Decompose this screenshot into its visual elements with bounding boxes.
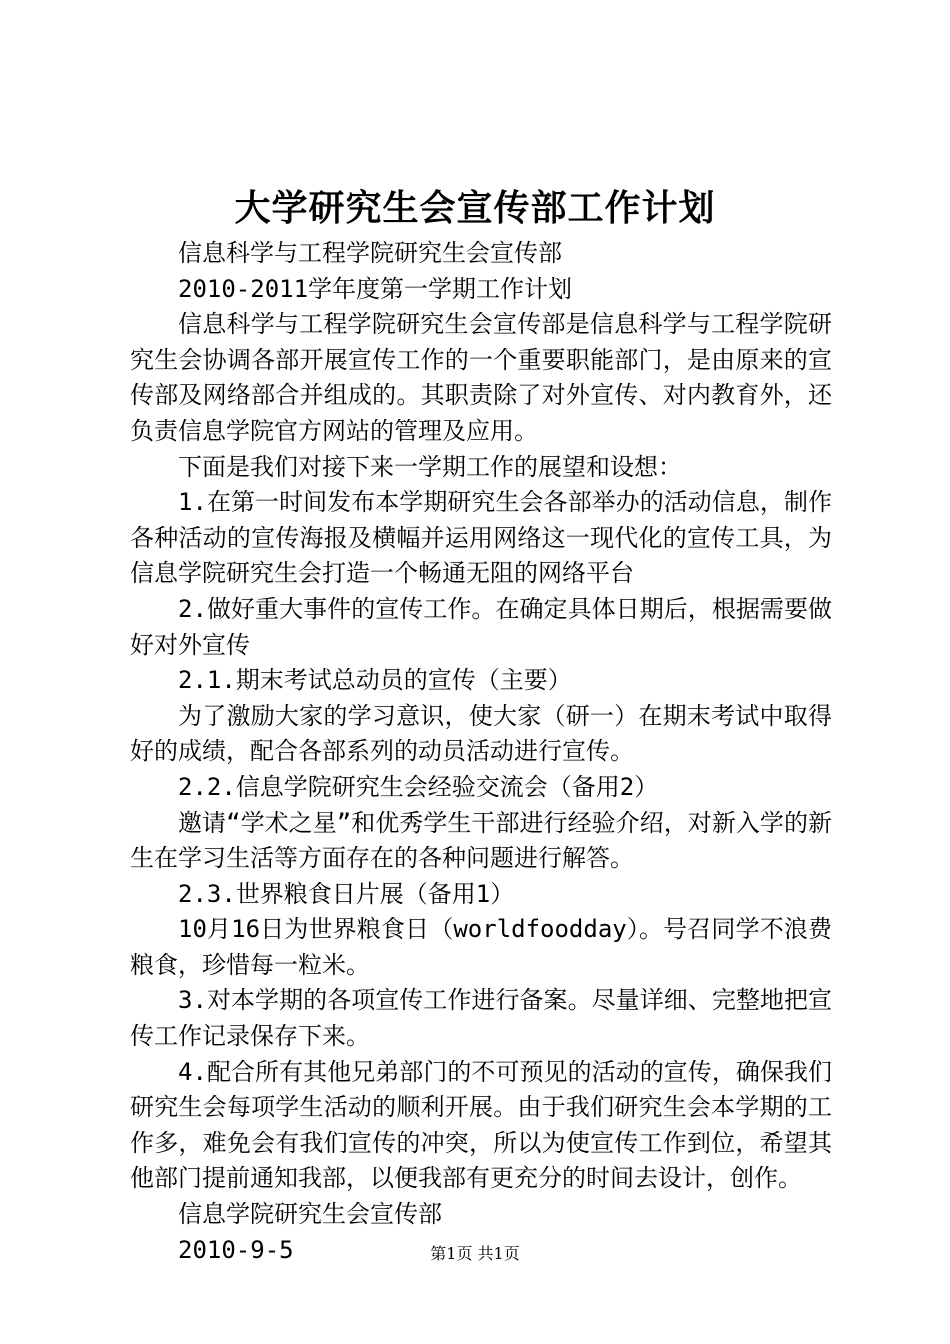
paragraph-item-2: 2.做好重大事件的宣传工作。在确定具体日期后，根据需要做好对外宣传 <box>130 594 832 659</box>
document-body <box>130 236 832 1268</box>
paragraph-outlook: 下面是我们对接下来一学期工作的展望和设想： <box>178 452 682 481</box>
paragraph-date: 2010-9-5 <box>178 1235 294 1264</box>
paragraph-item-2-1-detail: 为了激励大家的学习意识，使大家（研一）在期末考试中取得好的成绩，配合各部系列的动员活动进行宣传。 <box>130 701 832 766</box>
paragraph-item-2-3: 2.3.世界粮食日片展（备用1） <box>178 879 515 908</box>
paragraph-item-2-2: 2.2.信息学院研究生会经验交流会（备用2） <box>178 772 659 801</box>
paragraph-intro: 信息科学与工程学院研究生会宣传部是信息科学与工程学院研究生会协调各部开展宣传工作的一个重要职能部门，是由原来的宣传部及网络部合并组成的。其职责除了对外宣传、对内教育外，还负责信息学院官方网站的管理及应用。 <box>130 310 832 445</box>
paragraph-department: 信息科学与工程学院研究生会宣传部 <box>178 239 562 267</box>
document-title: 大学研究生会宣传部工作计划 <box>234 187 716 229</box>
paragraph-plan-heading: 2010-2011学年度第一学期工作计划 <box>178 274 573 303</box>
paragraph-item-2-1: 2.1.期末考试总动员的宣传（主要） <box>178 666 572 695</box>
paragraph-item-2-3-detail: 10月16日为世界粮食日（worldfoodday）。号召同学不浪费粮食，珍惜每一粒米。 <box>130 915 832 979</box>
paragraph-item-4: 4.配合所有其他兄弟部门的不可预见的活动的宣传，确保我们研究生会每项学生活动的顺利开展。由于我们研究生会本学期的工作多，难免会有我们宣传的冲突，所以为使宣传工作到位，希望其他部门提前通知我部，以便我部有更充分的时间去设计，创作。 <box>130 1057 832 1193</box>
paragraph-signature: 信息学院研究生会宣传部 <box>178 1200 442 1229</box>
paragraph-item-2-2-detail: 邀请“学术之星”和优秀学生干部进行经验介绍，对新入学的新生在学习生活等方面存在的各种问题进行解答。 <box>130 808 832 873</box>
page-footer: 第1页 共1页 <box>430 1244 520 1263</box>
paragraph-item-3: 3.对本学期的各项宣传工作进行备案。尽量详细、完整地把宣传工作记录保存下来。 <box>130 986 832 1051</box>
paragraph-item-1: 1.在第一时间发布本学期研究生会各部举办的活动信息，制作各种活动的宣传海报及横幅并运用网络这一现代化的宣传工具，为信息学院研究生会打造一个畅通无阻的网络平台 <box>130 488 832 588</box>
